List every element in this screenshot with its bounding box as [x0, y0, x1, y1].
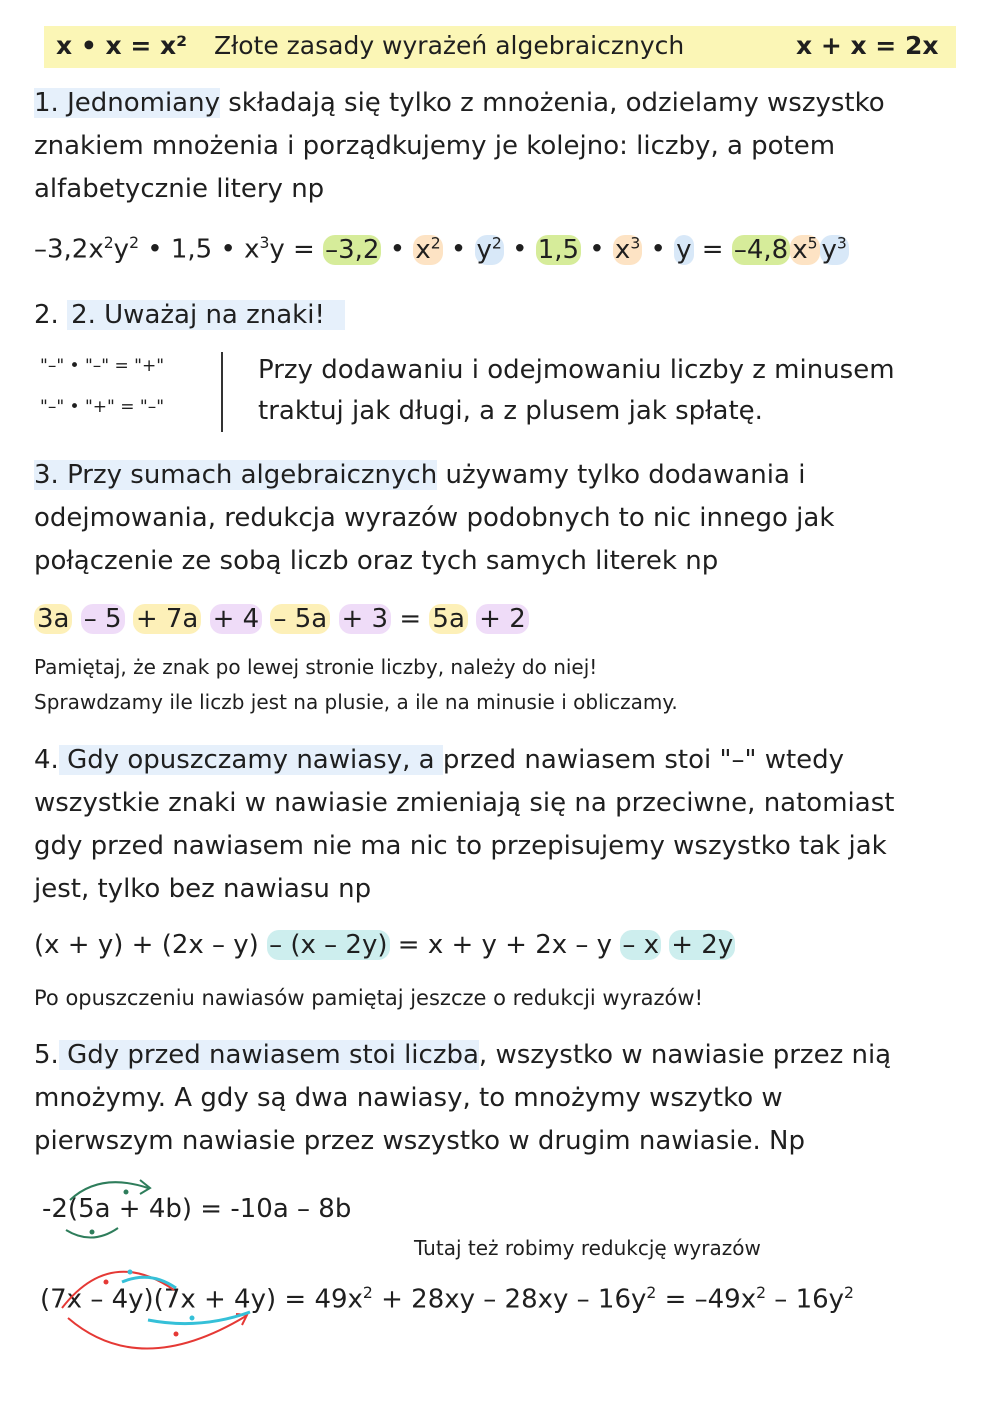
rule3-example: 3a – 5 + 7a + 4 – 5a + 3 = 5a + 2 — [34, 604, 529, 634]
rule2-note-line1: Przy dodawaniu i odejmowaniu liczby z minusem — [258, 355, 895, 385]
green-arrow-top — [70, 1182, 148, 1200]
rule3-note2: Sprawdzamy ile liczb jest na plusie, a ile na minusie i obliczamy. — [34, 690, 678, 714]
rule4-example: (x + y) + (2x – y) – (x – 2y) = x + y + 2x – y – x + 2y — [34, 930, 734, 960]
rule1-line1: 1. Jednomiany składają się tylko z mnożenia, odzielamy wszystko — [34, 88, 885, 118]
rule5-example2: $(7x - 4y)(7x + 4y) = 49x^2 + 28xy - 28xy - 16y^2 = -49x^2 - 16y^2$ — [40, 1284, 854, 1315]
rule1-heading: 1. Jednomiany — [34, 88, 220, 118]
rule3-line3: połączenie ze sobą liczb oraz tych samych literek np — [34, 546, 719, 576]
red-dot-1 — [104, 1280, 109, 1285]
rule1-example: $-3,2x^2y^2$ • 1,5 • $x^3y = -3,2$ • $x^2$ • $y^2$ • 1,5 • $x^3$ • y = –4,8 $x^5$ $y^3$ — [34, 234, 847, 265]
red-arrow-top — [62, 1272, 174, 1308]
header-left-formula: x • x = x² — [56, 31, 188, 60]
rule4-line2: wszystkie znaki w nawiasie zmieniają się na przeciwne, natomiast — [34, 788, 895, 818]
rule5-heading: Gdy przed nawiasem stoi liczba — [58, 1040, 479, 1070]
green-dot-2 — [90, 1230, 95, 1235]
header-right-formula: x + x = 2x — [796, 31, 939, 60]
red-dot-2 — [174, 1332, 179, 1337]
rule5-note: Tutaj też robimy redukcję wyrazów — [414, 1236, 761, 1260]
rule1-line2: znakiem mnożenia i porządkujemy je kolejno: liczby, a potem — [34, 131, 836, 161]
cyan-dot-1 — [128, 1270, 133, 1275]
rule4-line1: 4. Gdy opuszczamy nawiasy, a przed nawiasem stoi "–" wtedy — [34, 745, 845, 775]
rule2-note-line2: traktuj jak długi, a z plusem jak spłatę. — [258, 396, 763, 426]
rule4-line3: gdy przed nawiasem nie ma nic to przepisujemy wszystko tak jak — [34, 831, 887, 861]
page-title: Złote zasady wyrażeń algebraicznych — [214, 31, 685, 60]
rule5-example1: -2(5a + 4b) = -10a – 8b — [42, 1194, 352, 1224]
rule1-line3: alfabetycznie litery np — [34, 174, 325, 204]
rule4-note: Po opuszczeniu nawiasów pamiętaj jeszcze o redukcji wyrazów! — [34, 986, 703, 1010]
rule3-note1: Pamiętaj, że znak po lewej stronie liczby, należy do niej! — [34, 655, 598, 679]
rule3-line1: 3. Przy sumach algebraicznych używamy tylko dodawania i — [34, 460, 806, 490]
rule4-line4: jest, tylko bez nawiasu np — [34, 874, 372, 904]
green-dot-1 — [124, 1190, 129, 1195]
rule5-line1: 5. Gdy przed nawiasem stoi liczba, wszystko w nawiasie przez nią — [34, 1040, 892, 1070]
rule3-line2: odejmowania, redukcja wyrazów podobnych to nic innego jak — [34, 503, 835, 533]
rule5-line2: mnożymy. A gdy są dwa nawiasy, to mnożymy wszytko w — [34, 1083, 783, 1113]
cyan-dot-2 — [190, 1316, 195, 1321]
rule4-heading: Gdy opuszczamy nawiasy, a — [58, 745, 443, 775]
rule3-heading: 3. Przy sumach algebraicznych — [34, 460, 438, 490]
sign-rule-1: "–" • "–" = "+" — [40, 356, 165, 376]
rule2-heading: 2. 2. Uważaj na znaki! — [34, 300, 345, 330]
sign-rule-2: "–" • "+" = "–" — [40, 397, 165, 417]
rule5-line3: pierwszym nawiasie przez wszystko w drugim nawiasie. Np — [34, 1126, 805, 1156]
